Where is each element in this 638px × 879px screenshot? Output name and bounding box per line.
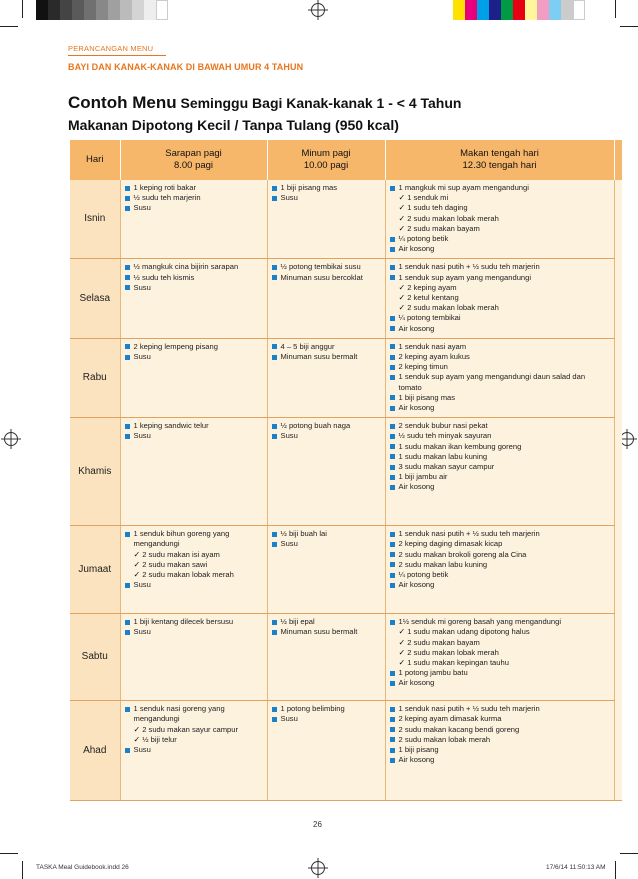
weekly-menu-table bbox=[70, 140, 622, 801]
footer-timestamp: 17/6/14 11:50:13 AM bbox=[546, 864, 606, 871]
list-item-text: 2 sudu makan lobak merah bbox=[142, 570, 234, 580]
lunch-cell bbox=[385, 614, 614, 701]
list-item-text: 1 mangkuk mi sup ayam mengandungi bbox=[398, 183, 529, 192]
list-item-text: ½ sudu teh minyak sayuran bbox=[398, 431, 492, 441]
list-item-text: 2 sudu makan lobak merah bbox=[407, 647, 499, 657]
list-item-text: 1 biji pisang mas bbox=[280, 183, 338, 192]
check-icon: ✓ bbox=[133, 734, 141, 744]
list-item-text: 2 keping ayam kukus bbox=[398, 352, 470, 362]
item-list bbox=[125, 704, 263, 755]
list-item-text: 1 sudu makan ikan kembung goreng bbox=[398, 441, 522, 451]
morning-tea-cell bbox=[267, 338, 385, 417]
list-item-text: ¼ potong betik bbox=[398, 234, 449, 244]
list-item bbox=[390, 293, 610, 303]
list-item bbox=[272, 352, 381, 362]
breakfast-cell bbox=[120, 259, 267, 338]
list-item bbox=[390, 452, 610, 462]
section-title: BAYI DAN KANAK-KANAK DI BAWAH UMUR 4 TAHUN bbox=[68, 62, 304, 72]
morning-tea-cell bbox=[267, 180, 385, 259]
list-item bbox=[390, 442, 610, 452]
item-list bbox=[125, 262, 263, 293]
list-item bbox=[125, 183, 263, 193]
row-edge bbox=[614, 180, 622, 259]
morning-tea-cell bbox=[267, 526, 385, 614]
list-item-text: 2 sudu makan bayam bbox=[407, 223, 480, 233]
list-item bbox=[272, 193, 381, 203]
list-item-text: Susu bbox=[280, 431, 298, 441]
list-item-text: Susu bbox=[133, 431, 151, 441]
list-item-text: 2 ketul kentang bbox=[407, 293, 459, 303]
list-item-text: 1 biji pisang mas bbox=[398, 392, 456, 402]
list-item bbox=[390, 342, 610, 352]
table-header-row bbox=[70, 140, 622, 180]
morning-tea-cell bbox=[267, 614, 385, 701]
list-item-text: 1 potong jambu batu bbox=[398, 668, 468, 678]
registration-mark-icon bbox=[311, 3, 325, 17]
list-item bbox=[390, 193, 610, 203]
list-item bbox=[390, 755, 610, 765]
check-icon: ✓ bbox=[133, 559, 141, 569]
table-row bbox=[70, 259, 622, 338]
lunch-cell bbox=[385, 418, 614, 526]
breakfast-cell bbox=[120, 338, 267, 417]
check-icon: ✓ bbox=[133, 549, 141, 559]
item-list bbox=[390, 421, 610, 492]
item-list bbox=[272, 342, 381, 362]
list-item bbox=[390, 745, 610, 755]
list-item bbox=[272, 273, 381, 283]
list-item bbox=[125, 570, 263, 580]
registration-mark-icon bbox=[4, 432, 18, 446]
list-item bbox=[390, 648, 610, 658]
list-item-text: ¼ potong tembikai bbox=[398, 313, 461, 323]
item-list bbox=[272, 262, 381, 282]
lunch-cell bbox=[385, 526, 614, 614]
list-item bbox=[390, 725, 610, 735]
list-item bbox=[272, 529, 381, 539]
list-item bbox=[390, 704, 610, 714]
item-list bbox=[390, 262, 610, 333]
list-item bbox=[272, 262, 381, 272]
list-item bbox=[390, 214, 610, 224]
list-item-text: 1 senduk nasi putih + ½ sudu teh marjerin bbox=[398, 704, 540, 714]
breakfast-cell bbox=[120, 180, 267, 259]
list-item bbox=[125, 627, 263, 637]
item-list bbox=[125, 617, 263, 637]
list-item-text: 4 – 5 biji anggur bbox=[280, 341, 335, 351]
table-row bbox=[70, 614, 622, 701]
list-item-text: Air kosong bbox=[398, 323, 435, 333]
check-icon: ✓ bbox=[398, 637, 406, 647]
list-item bbox=[390, 580, 610, 590]
page-title-main: Contoh Menu bbox=[68, 93, 177, 112]
section-label: PERANCANGAN MENU bbox=[68, 44, 154, 53]
list-item-text: Air kosong bbox=[398, 482, 435, 492]
list-item bbox=[125, 580, 263, 590]
list-item bbox=[125, 735, 263, 745]
list-item-text: 1 senduk nasi putih + ½ sudu teh marjerin bbox=[398, 529, 540, 539]
list-item-text: 1 sudu makan udang dipotong halus bbox=[407, 627, 530, 637]
footer-file-name: TASKA Meal Guidebook.indd 26 bbox=[36, 864, 129, 871]
day-cell: Sabtu bbox=[70, 614, 120, 701]
check-icon: ✓ bbox=[398, 627, 406, 637]
check-icon: ✓ bbox=[133, 724, 141, 734]
list-item-text: 1 sudu teh daging bbox=[407, 203, 468, 213]
list-item bbox=[272, 539, 381, 549]
breakfast-cell bbox=[120, 526, 267, 614]
list-item-text: Susu bbox=[280, 539, 298, 549]
list-item bbox=[390, 627, 610, 637]
list-item bbox=[390, 431, 610, 441]
list-item bbox=[390, 678, 610, 688]
item-list bbox=[390, 183, 610, 254]
table-row bbox=[70, 701, 622, 801]
list-item bbox=[390, 303, 610, 313]
list-item-text: ½ sudu teh marjerin bbox=[133, 193, 201, 203]
morning-tea-cell bbox=[267, 418, 385, 526]
list-item-text: 2 keping ayam dimasak kurma bbox=[398, 714, 502, 724]
breakfast-cell bbox=[120, 614, 267, 701]
list-item-text: ½ potong buah naga bbox=[280, 421, 351, 431]
list-item bbox=[125, 262, 263, 272]
list-item-text: Susu bbox=[133, 282, 151, 292]
page-title bbox=[68, 92, 588, 136]
list-item-text: 1 biji jambu air bbox=[398, 472, 448, 482]
list-item bbox=[390, 638, 610, 648]
list-item-text: 1 potong belimbing bbox=[280, 704, 345, 714]
check-icon: ✓ bbox=[398, 193, 406, 203]
list-item bbox=[390, 560, 610, 570]
list-item bbox=[390, 668, 610, 678]
list-item bbox=[390, 393, 610, 403]
morning-tea-cell bbox=[267, 259, 385, 338]
item-list bbox=[125, 421, 263, 441]
check-icon: ✓ bbox=[398, 223, 406, 233]
check-icon: ✓ bbox=[398, 658, 406, 668]
list-item bbox=[125, 273, 263, 283]
check-icon: ✓ bbox=[398, 282, 406, 292]
list-item bbox=[125, 529, 263, 549]
list-item bbox=[125, 283, 263, 293]
list-item bbox=[390, 183, 610, 193]
row-edge bbox=[614, 614, 622, 701]
list-item bbox=[390, 372, 610, 392]
list-item bbox=[390, 658, 610, 668]
list-item-text: Air kosong bbox=[398, 403, 435, 413]
list-item-text: ¼ potong betik bbox=[398, 570, 449, 580]
list-item bbox=[125, 725, 263, 735]
list-item bbox=[390, 529, 610, 539]
list-item bbox=[390, 421, 610, 431]
list-item bbox=[125, 745, 263, 755]
day-cell: Rabu bbox=[70, 338, 120, 417]
list-item bbox=[390, 352, 610, 362]
list-item bbox=[390, 472, 610, 482]
check-icon: ✓ bbox=[398, 647, 406, 657]
item-list bbox=[272, 183, 381, 203]
page-title-subtitle: Seminggu Bagi Kanak-kanak 1 - < 4 Tahun bbox=[176, 95, 462, 111]
list-item bbox=[390, 203, 610, 213]
table-row bbox=[70, 338, 622, 417]
list-item-text: ½ sudu teh kismis bbox=[133, 272, 195, 282]
list-item bbox=[125, 617, 263, 627]
list-item bbox=[272, 704, 381, 714]
list-item-text: Air kosong bbox=[398, 580, 435, 590]
item-list bbox=[272, 421, 381, 441]
table-row bbox=[70, 180, 622, 259]
list-item-text: 1 senduk mi bbox=[407, 193, 449, 203]
list-item-text: 2 keping lempeng pisang bbox=[133, 341, 218, 351]
list-item-text: Minuman susu bermalt bbox=[280, 627, 358, 637]
crop-mark bbox=[615, 861, 616, 879]
list-item-text: Susu bbox=[280, 714, 298, 724]
list-item-text: 2 sudu makan isi ayam bbox=[142, 549, 220, 559]
row-edge bbox=[614, 259, 622, 338]
list-item-text: 3 sudu makan sayur campur bbox=[398, 462, 495, 472]
list-item-text: 1 senduk bihun goreng yang mengandungi bbox=[133, 529, 230, 549]
list-item-text: 1 senduk sup ayam yang mengandungi daun salad dan tomato bbox=[398, 372, 586, 392]
registration-mark-icon bbox=[311, 861, 325, 875]
list-item-text: Minuman susu bermalt bbox=[280, 352, 358, 362]
section-divider bbox=[68, 55, 166, 56]
day-cell: Khamis bbox=[70, 418, 120, 526]
table-row bbox=[70, 526, 622, 614]
list-item bbox=[390, 482, 610, 492]
header-lunch: Makan tengah hari 12.30 tengah hari bbox=[385, 140, 614, 180]
list-item-text: 2 sudu makan kacang bendi goreng bbox=[398, 724, 520, 734]
crop-mark bbox=[620, 853, 638, 854]
list-item-text: Susu bbox=[133, 745, 151, 755]
item-list bbox=[125, 183, 263, 214]
list-item-text: 1 keping roti bakar bbox=[133, 183, 196, 192]
list-item-text: 1 senduk nasi ayam bbox=[398, 341, 467, 351]
list-item-text: ½ biji telur bbox=[142, 734, 177, 744]
list-item bbox=[125, 704, 263, 724]
check-icon: ✓ bbox=[398, 303, 406, 313]
item-list bbox=[390, 529, 610, 590]
page-number: 26 bbox=[313, 820, 322, 829]
row-edge bbox=[614, 701, 622, 801]
header-edge bbox=[614, 140, 622, 180]
list-item bbox=[390, 313, 610, 323]
crop-mark bbox=[620, 26, 638, 27]
list-item-text: Susu bbox=[133, 580, 151, 590]
row-edge bbox=[614, 338, 622, 417]
registration-mark-icon bbox=[620, 432, 634, 446]
list-item bbox=[272, 431, 381, 441]
item-list bbox=[272, 704, 381, 724]
item-list bbox=[125, 529, 263, 590]
list-item-text: 2 keping timun bbox=[398, 362, 448, 372]
header-breakfast: Sarapan pagi 8.00 pagi bbox=[120, 140, 267, 180]
list-item bbox=[390, 550, 610, 560]
lunch-cell bbox=[385, 259, 614, 338]
breakfast-cell bbox=[120, 418, 267, 526]
item-list bbox=[272, 617, 381, 637]
list-item bbox=[390, 234, 610, 244]
lunch-cell bbox=[385, 180, 614, 259]
day-cell: Selasa bbox=[70, 259, 120, 338]
list-item-text: 2 sudu makan labu kuning bbox=[398, 559, 488, 569]
list-item-text: 2 sudu makan sayur campur bbox=[142, 724, 239, 734]
list-item bbox=[390, 244, 610, 254]
list-item bbox=[272, 421, 381, 431]
grayscale-color-bar bbox=[36, 0, 168, 20]
list-item-text: 2 sudu makan sawi bbox=[142, 559, 208, 569]
list-item bbox=[390, 224, 610, 234]
list-item-text: Air kosong bbox=[398, 244, 435, 254]
list-item-text: 1 senduk nasi putih + ½ sudu teh marjerin bbox=[398, 262, 540, 272]
day-cell: Isnin bbox=[70, 180, 120, 259]
list-item bbox=[390, 735, 610, 745]
list-item bbox=[125, 560, 263, 570]
row-edge bbox=[614, 526, 622, 614]
list-item-text: 2 sudu makan lobak merah bbox=[398, 734, 491, 744]
list-item-text: 2 sudu makan lobak merah bbox=[407, 213, 499, 223]
list-item bbox=[390, 273, 610, 283]
table-body bbox=[70, 180, 622, 801]
cmyk-color-bar bbox=[453, 0, 585, 20]
list-item bbox=[272, 342, 381, 352]
list-item bbox=[272, 627, 381, 637]
lunch-cell bbox=[385, 701, 614, 801]
header-day: Hari bbox=[70, 140, 120, 180]
list-item-text: Susu bbox=[133, 352, 151, 362]
list-item bbox=[390, 462, 610, 472]
list-item-text: 2 keping daging dimasak kicap bbox=[398, 539, 503, 549]
list-item-text: 1 biji kentang dilecek bersusu bbox=[133, 617, 234, 627]
list-item bbox=[125, 421, 263, 431]
check-icon: ✓ bbox=[133, 570, 141, 580]
crop-mark bbox=[0, 853, 18, 854]
list-item bbox=[390, 262, 610, 272]
list-item-text: 2 sudu makan brokoli goreng ala Cina bbox=[398, 549, 527, 559]
header-morning-tea: Minum pagi 10.00 pagi bbox=[267, 140, 385, 180]
day-cell: Ahad bbox=[70, 701, 120, 801]
list-item bbox=[272, 714, 381, 724]
list-item-text: 1½ senduk mi goreng basah yang mengandungi bbox=[398, 617, 562, 627]
check-icon: ✓ bbox=[398, 213, 406, 223]
list-item bbox=[390, 362, 610, 372]
list-item bbox=[390, 403, 610, 413]
list-item-text: 1 sudu makan labu kuning bbox=[398, 451, 488, 461]
list-item bbox=[390, 617, 610, 627]
table-row bbox=[70, 418, 622, 526]
crop-mark bbox=[615, 0, 616, 18]
list-item bbox=[272, 183, 381, 193]
list-item-text: 2 keping ayam bbox=[407, 282, 457, 292]
breakfast-cell bbox=[120, 701, 267, 801]
list-item bbox=[125, 342, 263, 352]
list-item bbox=[272, 617, 381, 627]
list-item-text: ½ biji epal bbox=[280, 617, 315, 627]
list-item-text: 1 keping sandwic telur bbox=[133, 421, 209, 431]
list-item bbox=[390, 283, 610, 293]
list-item-text: Susu bbox=[280, 193, 298, 203]
list-item-text: Air kosong bbox=[398, 678, 435, 688]
list-item-text: 2 sudu makan lobak merah bbox=[407, 303, 499, 313]
check-icon: ✓ bbox=[398, 203, 406, 213]
check-icon: ✓ bbox=[398, 293, 406, 303]
row-edge bbox=[614, 418, 622, 526]
list-item bbox=[390, 714, 610, 724]
day-cell: Jumaat bbox=[70, 526, 120, 614]
list-item-text: Air kosong bbox=[398, 755, 435, 765]
crop-mark bbox=[22, 0, 23, 18]
list-item bbox=[125, 431, 263, 441]
list-item-text: 1 senduk nasi goreng yang mengandungi bbox=[133, 704, 225, 724]
list-item bbox=[125, 193, 263, 203]
list-item-text: ½ potong tembikai susu bbox=[280, 262, 361, 272]
list-item bbox=[125, 203, 263, 213]
list-item-text: ½ mangkuk cina bijirin sarapan bbox=[133, 262, 239, 272]
list-item-text: 1 biji pisang bbox=[398, 745, 439, 755]
crop-mark bbox=[0, 26, 18, 27]
list-item bbox=[390, 324, 610, 334]
list-item-text: 2 sudu makan bayam bbox=[407, 637, 480, 647]
lunch-cell bbox=[385, 338, 614, 417]
list-item-text: 1 sudu makan kepingan tauhu bbox=[407, 658, 509, 668]
list-item-text: ½ biji buah lai bbox=[280, 529, 327, 539]
page-title-line2: Makanan Dipotong Kecil / Tanpa Tulang (950 kcal) bbox=[68, 117, 399, 133]
list-item bbox=[125, 352, 263, 362]
list-item-text: Susu bbox=[133, 627, 151, 637]
item-list bbox=[390, 342, 610, 413]
list-item bbox=[390, 539, 610, 549]
list-item-text: Susu bbox=[133, 203, 151, 213]
list-item-text: 1 senduk sup ayam yang mengandungi bbox=[398, 272, 532, 282]
list-item-text: Minuman susu bercoklat bbox=[280, 272, 363, 282]
item-list bbox=[390, 617, 610, 688]
item-list bbox=[390, 704, 610, 765]
list-item bbox=[390, 570, 610, 580]
item-list bbox=[272, 529, 381, 549]
crop-mark bbox=[22, 861, 23, 879]
morning-tea-cell bbox=[267, 701, 385, 801]
item-list bbox=[125, 342, 263, 362]
list-item-text: 2 senduk bubur nasi pekat bbox=[398, 421, 488, 431]
list-item bbox=[125, 550, 263, 560]
